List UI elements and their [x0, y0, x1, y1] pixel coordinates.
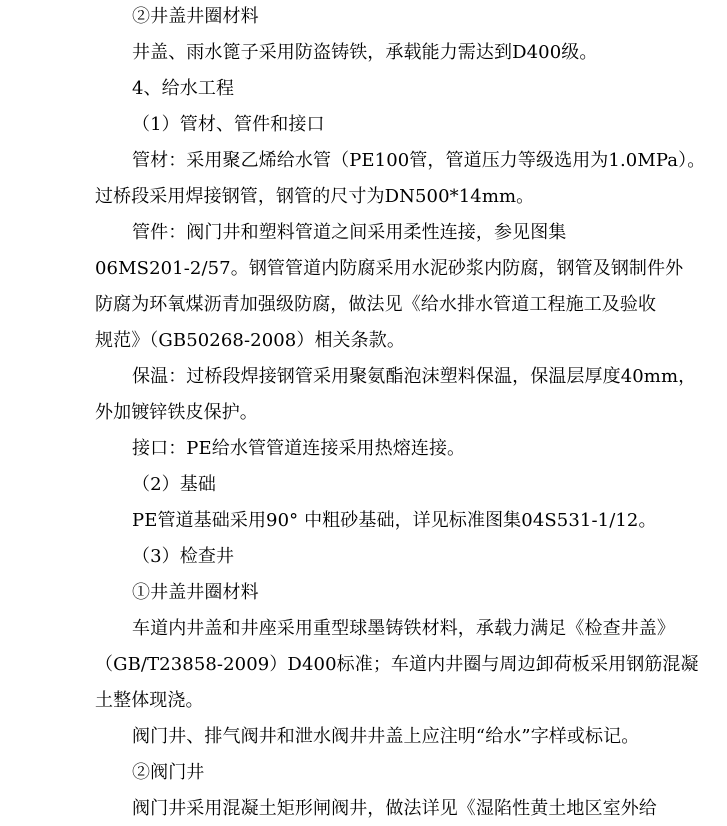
subsection-heading-inspection-well: （3）检查井	[132, 546, 235, 567]
subsection-heading-pipes: （1）管材、管件和接口	[132, 114, 325, 135]
paragraph-line: 管件：阀门井和塑料管道之间采用柔性连接，参见图集	[132, 222, 567, 243]
paragraph-line: 车道内井盖和井座采用重型球墨铸铁材料，承载力满足《检查井盖》	[132, 618, 675, 639]
paragraph-line: 规范》（GB50268-2008）相关条款。	[95, 330, 405, 351]
paragraph-line: 阀门井、排气阀井和泄水阀井井盖上应注明“给水”字样或标记。	[132, 726, 640, 747]
paragraph-line: 保温：过桥段焊接钢管采用聚氨酯泡沫塑料保温，保温层厚度40mm，	[132, 366, 697, 387]
subsection-heading-foundation: （2）基础	[132, 474, 216, 495]
paragraph-line: PE管道基础采用90° 中粗砂基础，详见标准图集04S531-1/12。	[132, 510, 657, 531]
paragraph-line: 防腐为环氧煤沥青加强级防腐，做法见《给水排水管道工程施工及验收	[95, 294, 657, 315]
paragraph-line: （GB/T23858-2009）D400标准；车道内井圈与周边卸荷板采用钢筋混凝	[95, 654, 699, 675]
paragraph-line: 阀门井采用混凝土矩形闸阀井，做法详见《湿陷性黄土地区室外给	[132, 798, 657, 819]
section-heading-water-supply: 4、给水工程	[132, 78, 235, 99]
subheading-valve-well: ②阀门井	[132, 762, 205, 783]
paragraph-line: 过桥段采用焊接钢管，钢管的尺寸为DN500*14mm。	[95, 186, 535, 207]
subheading-manhole-cover-materials: ②井盖井圈材料	[132, 6, 259, 27]
paragraph-line: 06MS201-2/57。钢管管道内防腐采用水泥砂浆内防腐，钢管及钢制件外	[95, 258, 684, 279]
paragraph-line: 外加镀锌铁皮保护。	[95, 402, 258, 423]
paragraph-line: 管材：采用聚乙烯给水管（PE100管，管道压力等级选用为1.0MPa）。	[132, 150, 706, 171]
subheading-manhole-cover-materials: ①井盖井圈材料	[132, 582, 259, 603]
paragraph-line: 井盖、雨水篦子采用防盗铸铁，承载能力需达到D400级。	[132, 42, 598, 63]
paragraph-line: 接口：PE给水管管道连接采用热熔连接。	[132, 438, 466, 459]
paragraph-line: 土整体现浇。	[95, 690, 204, 711]
